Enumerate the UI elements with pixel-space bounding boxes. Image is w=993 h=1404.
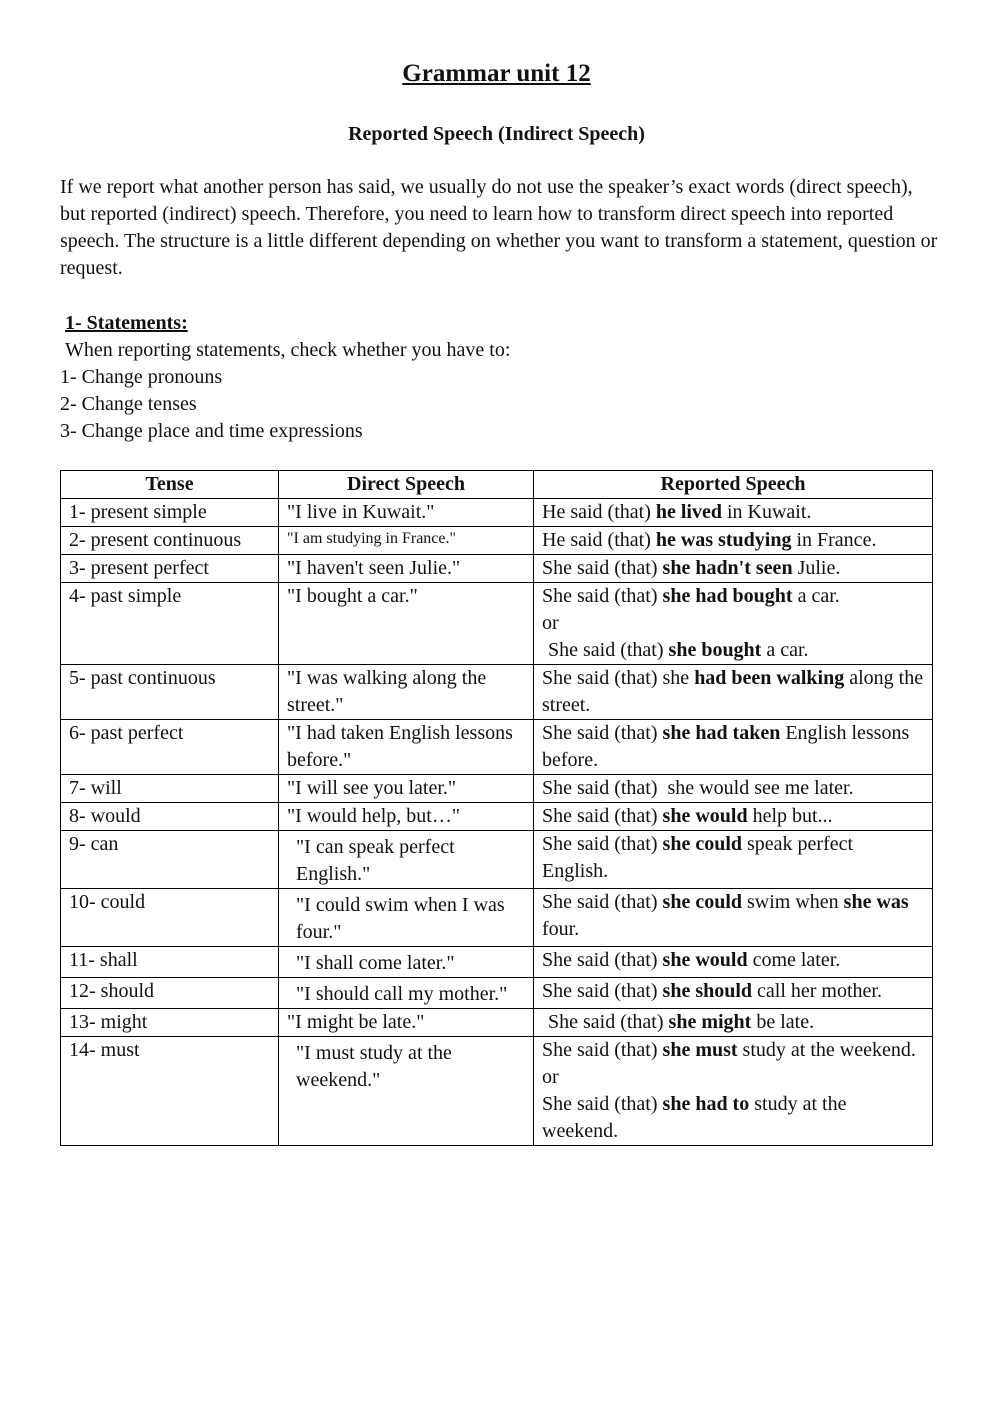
direct-cell: "I will see you later." — [279, 775, 534, 803]
direct-cell: "I had taken English lessons before." — [279, 720, 534, 775]
direct-cell: "I could swim when I was four." — [279, 889, 534, 947]
reported-cell: She said (that) she had taken English lessons before. — [534, 720, 933, 775]
tense-cell: 3- present perfect — [61, 555, 279, 583]
table-row — [61, 889, 933, 947]
checklist-item: 1- Change pronouns — [60, 366, 223, 388]
direct-cell: "I was walking along the street." — [279, 665, 534, 720]
reported-cell: She said (that) she hadn't seen Julie. — [534, 555, 933, 583]
checklist-item: 2- Change tenses — [60, 393, 197, 415]
tense-cell: 2- present continuous — [61, 527, 279, 555]
reported-cell: She said (that) she had been walking along the street. — [534, 665, 933, 720]
tense-cell: 7- will — [61, 775, 279, 803]
tense-cell: 4- past simple — [61, 583, 279, 665]
direct-cell: "I shall come later." — [279, 947, 534, 978]
tense-cell: 8- would — [61, 803, 279, 831]
reported-cell: She said (that) she had bought a car. or She said (that) she bought a car. — [534, 583, 933, 665]
reported-cell: She said (that) she must study at the weekend. or She said (that) she had to study at the weekend. — [534, 1037, 933, 1146]
table-row — [61, 1009, 933, 1037]
table-row — [61, 831, 933, 889]
reported-cell: She said (that) she should call her mother. — [534, 978, 933, 1009]
tense-cell: 11- shall — [61, 947, 279, 978]
reported-cell: He said (that) he lived in Kuwait. — [534, 499, 933, 527]
table-row — [61, 978, 933, 1009]
checklist-item: 3- Change place and time expressions — [60, 420, 363, 442]
table-row — [61, 775, 933, 803]
direct-cell: "I might be late." — [279, 1009, 534, 1037]
tense-cell: 9- can — [61, 831, 279, 889]
header-reported-speech: Reported Speech — [534, 471, 933, 499]
tense-cell: 10- could — [61, 889, 279, 947]
table-row — [61, 555, 933, 583]
direct-cell: "I should call my mother." — [279, 978, 534, 1009]
table-row — [61, 803, 933, 831]
tense-cell: 5- past continuous — [61, 665, 279, 720]
tense-cell: 12- should — [61, 978, 279, 1009]
reported-cell: She said (that) she would help but... — [534, 803, 933, 831]
reported-cell: She said (that) she could swim when she was four. — [534, 889, 933, 947]
reported-cell: She said (that) she would come later. — [534, 947, 933, 978]
tense-cell: 14- must — [61, 1037, 279, 1146]
page-subtitle: Reported Speech (Indirect Speech) — [348, 123, 645, 145]
tense-cell: 1- present simple — [61, 499, 279, 527]
section-lead: When reporting statements, check whether you have to: — [65, 339, 511, 361]
section-heading: 1- Statements: — [65, 312, 188, 334]
reported-cell: He said (that) he was studying in France. — [534, 527, 933, 555]
tense-cell: 6- past perfect — [61, 720, 279, 775]
statements-section — [60, 310, 940, 445]
direct-cell: "I must study at the weekend." — [279, 1037, 534, 1146]
table-row — [61, 720, 933, 775]
direct-cell: "I am studying in France." — [279, 527, 534, 555]
table-row — [61, 1037, 933, 1146]
direct-cell: "I bought a car." — [279, 583, 534, 665]
table-row — [61, 499, 933, 527]
table-header-row — [61, 471, 933, 499]
reported-cell: She said (that) she might be late. — [534, 1009, 933, 1037]
intro-paragraph: If we report what another person has said, we usually do not use the speaker’s exact words (direct speech), but reported (indirect) speech. Therefore, you need to learn how to transform direct speech into reported speech. The structure is a little different depending on whether you want to transform a statement, question or request. — [60, 176, 938, 279]
table-row — [61, 527, 933, 555]
header-tense: Tense — [61, 471, 279, 499]
reported-cell: She said (that) she could speak perfect English. — [534, 831, 933, 889]
direct-cell: "I live in Kuwait." — [279, 499, 534, 527]
direct-cell: "I can speak perfect English." — [279, 831, 534, 889]
page-title: Grammar unit 12 — [402, 60, 591, 87]
tense-cell: 13- might — [61, 1009, 279, 1037]
reported-speech-table — [60, 470, 933, 1146]
header-direct-speech: Direct Speech — [279, 471, 534, 499]
table-row — [61, 583, 933, 665]
direct-cell: "I haven't seen Julie." — [279, 555, 534, 583]
reported-cell: She said (that) she would see me later. — [534, 775, 933, 803]
direct-cell: "I would help, but…" — [279, 803, 534, 831]
table-row — [61, 665, 933, 720]
table-row — [61, 947, 933, 978]
